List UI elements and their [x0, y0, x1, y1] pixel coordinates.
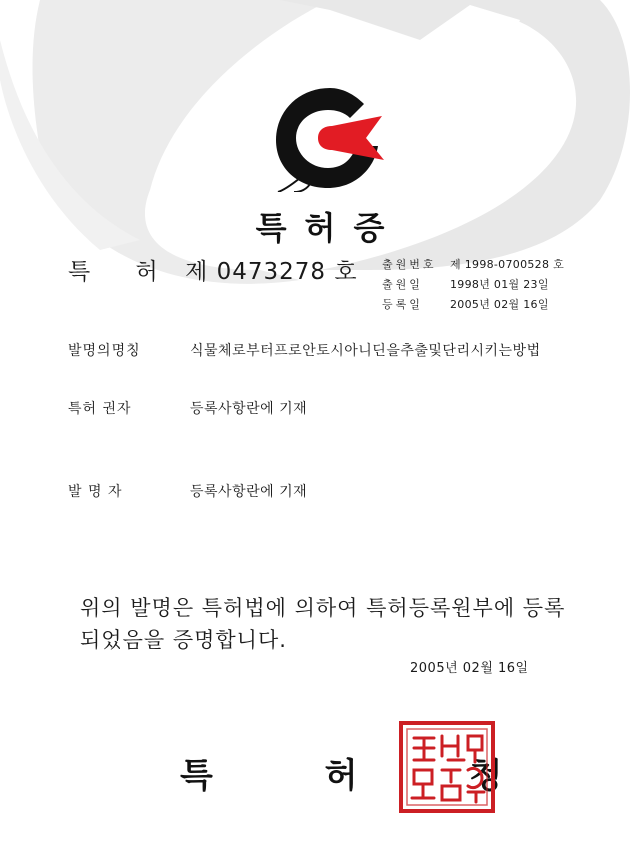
inventor-label: 발 명 자 — [68, 484, 123, 500]
statement-line-2: 되었음을 증명합니다. — [80, 628, 287, 652]
application-info — [382, 255, 564, 315]
patent-number-value: 0473278 — [216, 259, 327, 285]
invention-title-label: 발명의명칭 — [68, 343, 141, 359]
patentee-label: 특허 권자 — [68, 401, 132, 417]
patent-number-suffix: 호 — [334, 259, 358, 285]
info-label: 등록일 — [382, 298, 423, 311]
info-row-application-date — [382, 275, 564, 295]
info-row-application-number — [382, 255, 564, 275]
info-row-registration-date — [382, 295, 564, 315]
patentee-value: 등록사항란에 기재 — [190, 401, 308, 417]
info-value: 2005년 02월 16일 — [450, 298, 549, 311]
inventor-value: 등록사항란에 기재 — [190, 484, 308, 500]
patent-number-prefix-1: 특 — [68, 259, 92, 285]
info-value: 제 1998-0700528 호 — [450, 258, 564, 271]
issuing-office: 특 허 청 — [180, 756, 553, 796]
patent-number — [68, 253, 358, 286]
certification-statement — [80, 592, 565, 656]
info-label: 출원번호 — [382, 258, 437, 271]
patent-number-prefix-3: 제 — [185, 259, 209, 285]
patent-number-prefix-2: 허 — [135, 259, 159, 285]
issue-date: 2005년 02월 16일 — [410, 661, 529, 676]
info-value: 1998년 01월 23일 — [450, 278, 549, 291]
statement-line-1: 위의 발명은 특허법에 의하여 특허등록원부에 등록 — [80, 596, 566, 620]
korea-emblem-logo — [270, 82, 390, 192]
invention-title-value: 식물체로부터프로안토시아니딘을추출및단리시키는방법 — [190, 343, 541, 359]
info-label: 출원일 — [382, 278, 423, 291]
official-seal-stamp — [398, 720, 496, 814]
certificate-title: 특허증 — [255, 209, 403, 247]
